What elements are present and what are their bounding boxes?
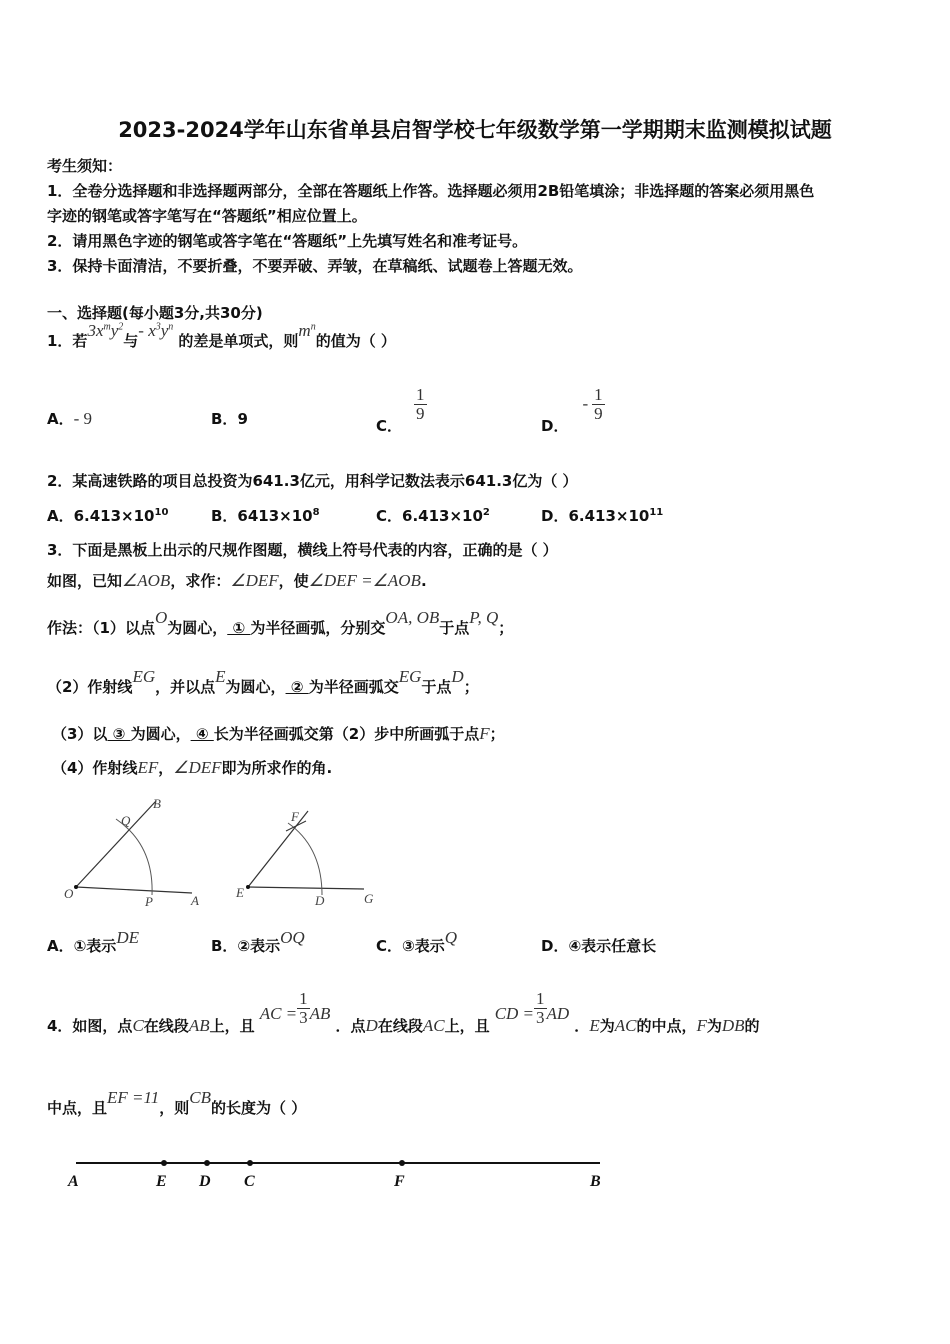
section-heading: 一、选择题(每小题3分,共30分) <box>47 304 263 322</box>
label-o: O <box>64 886 74 901</box>
label-g: G <box>364 891 374 906</box>
question-2: 2．某高速铁路的项目总投资为641.3亿元，用科学记数法表示641.3亿为（ ） <box>47 472 578 490</box>
label-d-line: D <box>199 1173 211 1190</box>
q1-pre: 1．若 <box>47 332 88 350</box>
q1-mid: 与 <box>123 332 139 350</box>
label-a-line: A <box>68 1173 79 1190</box>
ray-oa <box>76 887 192 893</box>
q3-blank-1: ① <box>227 619 251 637</box>
q3-option-a: A．①表示DE <box>47 928 139 955</box>
label-q: Q <box>121 813 131 828</box>
page-title: 2023-2024学年山东省单县启智学校七年级数学第一学期期末监测模拟试题 <box>118 118 832 142</box>
ray-ef <box>248 811 308 887</box>
q1-option-a: A．- 9 <box>47 409 93 428</box>
q3-blank-2: ② <box>285 678 309 696</box>
q3-option-b: B．②表示OQ <box>211 928 305 955</box>
q3-option-c: C．③表示Q <box>376 928 457 955</box>
q3-blank-4: ④ <box>190 725 214 743</box>
q1-option-b: B．9 <box>211 410 248 428</box>
q1-post: 的差是单项式，则 <box>178 332 299 350</box>
q3-line-4: （3）以 ③ 为圆心， ④ 长为半径画弧交第（2）步中所画弧于点F； <box>52 724 505 743</box>
q1-option-d: D．- $\frac{1}{9}$ <box>541 385 603 435</box>
label-f: F <box>291 809 299 824</box>
q3-blank-3: ③ <box>107 725 131 743</box>
arc-pq <box>116 819 152 895</box>
figure-angle-def <box>230 795 380 910</box>
label-b: B <box>153 796 161 811</box>
q2-option-c: C．$6.413\times 10^2$ <box>376 507 490 525</box>
q3-line-3: （2）作射线EG，并以点E为圆心， ② 为半径画弧交EG于点D； <box>47 667 479 696</box>
label-c-line: C <box>244 1173 255 1190</box>
ray-ob <box>76 801 156 887</box>
figure-segment-ab <box>60 1150 620 1195</box>
point-e-line <box>161 1160 167 1166</box>
q1-expr2: - $x^3y^n$ <box>138 321 174 340</box>
point-d-line <box>204 1160 210 1166</box>
question-1 <box>47 321 396 351</box>
label-e: E <box>236 885 244 900</box>
q4-line-2: 中点，且EF =11，则CB的长度为（ ） <box>47 1088 307 1117</box>
q3-line-5: （4）作射线EF，∠DEF即为所求作的角. <box>52 758 333 777</box>
q2-option-b: B．$6413\times 10^8$ <box>211 507 320 525</box>
question-4: 4．如图，点C在线段AB上，且 AC = $\frac{1}{3}$ AB ．点D在线段AC上，且 CD = $\frac{1}{3}$ AD ．E为AC的中点，F为DB的 <box>47 989 760 1035</box>
label-b-line: B <box>590 1173 601 1190</box>
q1-end: 的值为（ ） <box>315 332 396 350</box>
question-3: 3．下面是黑板上出示的尺规作图题，横线上符号代表的内容，正确的是（ ） <box>47 541 558 559</box>
arc-d <box>288 823 322 895</box>
q2-option-a: A．$6.413\times 10^{10}$ <box>47 507 169 525</box>
point-c-line <box>247 1160 253 1166</box>
q1-option-c: C． $\frac{1}{9}$ <box>376 385 425 435</box>
notice-line-3: 3．保持卡面清洁，不要折叠，不要弄破、弄皱，在草稿纸、试题卷上答题无效。 <box>47 257 583 275</box>
q3-option-d: D．④表示任意长 <box>541 937 657 955</box>
label-a: A <box>191 893 199 908</box>
point-f-line <box>399 1160 405 1166</box>
q1-mn: $m^n$ <box>298 321 316 340</box>
notice-line-1b: 字迹的钢笔或答字笔写在“答题纸”相应位置上。 <box>47 207 367 225</box>
notice-heading: 考生须知： <box>47 157 123 175</box>
q1-expr1: $3x^my^2$ <box>87 321 124 340</box>
q3-line-2: 作法：（1）以点O为圆心， ① 为半径画弧，分别交OA, OB于点P, Q； <box>47 608 514 637</box>
q2-option-d: D．$6.413\times 10^{11}$ <box>541 507 664 525</box>
figure-angle-aob <box>60 795 210 910</box>
label-e-line: E <box>156 1173 167 1190</box>
notice-line-2: 2．请用黑色字迹的钢笔或答字笔在“答题纸”上先填写姓名和准考证号。 <box>47 232 528 250</box>
label-f-line: F <box>394 1173 405 1190</box>
label-d: D <box>315 893 325 908</box>
point-o <box>74 885 78 889</box>
notice-line-1a: 1．全卷分选择题和非选择题两部分，全部在答题纸上作答。选择题必须用2B铅笔填涂；非选择题的答案必须用黑色 <box>47 182 815 200</box>
ray-eg <box>248 887 364 889</box>
point-e <box>246 885 250 889</box>
label-p: P <box>145 894 153 909</box>
q3-line-1: 如图，已知∠AOB，求作：∠DEF，使∠DEF =∠AOB. <box>47 571 427 590</box>
